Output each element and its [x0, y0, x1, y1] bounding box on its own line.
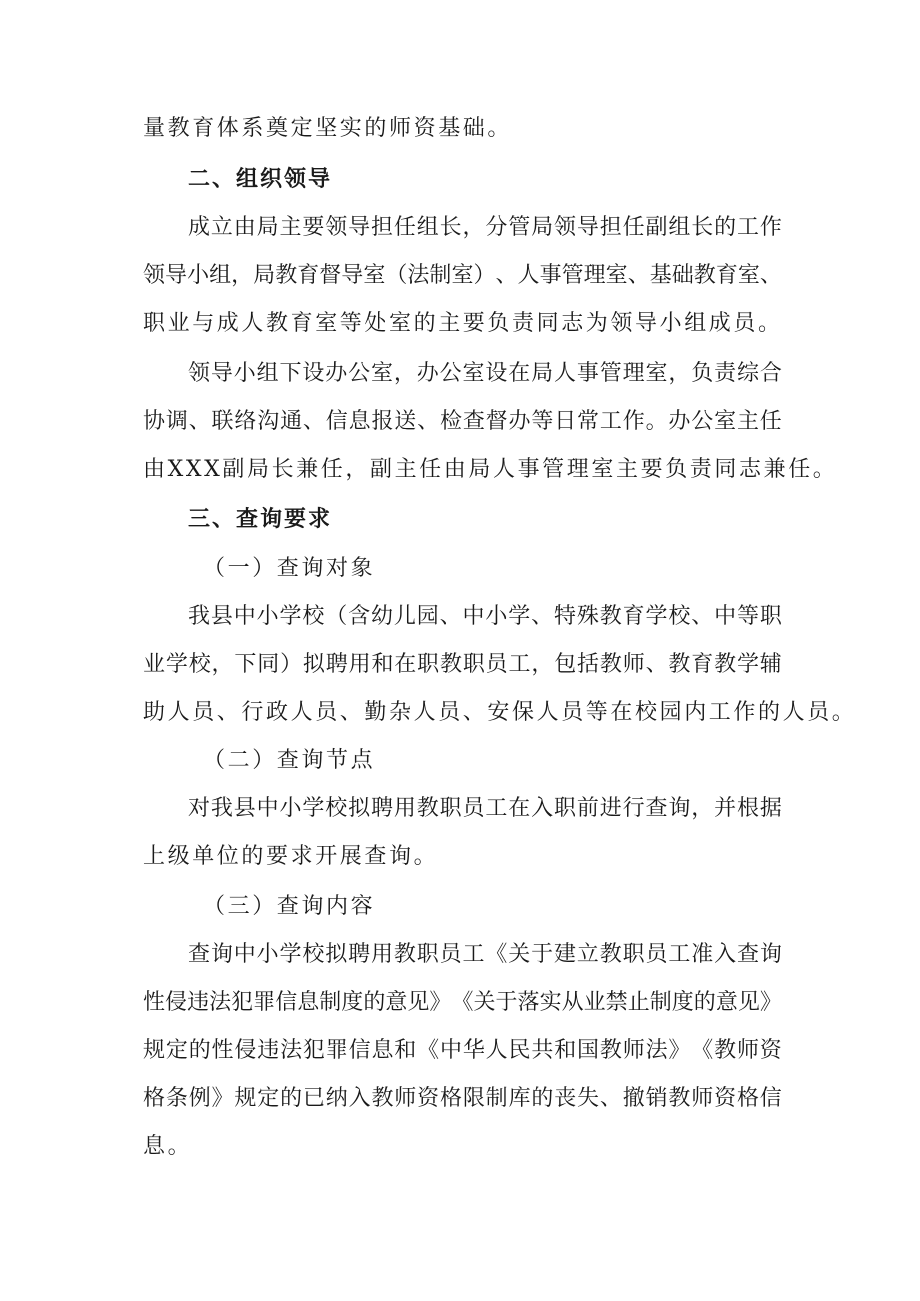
paragraph-line: [143, 406, 782, 438]
justified-text: 规 定 的 性 侵 违 法 犯 罪 信 息 和 《 中 华 人 民 共 和 国 教 师 法 》 《 教 师 资: [143, 1038, 782, 1063]
justified-text: 成 立 由 局 主 要 领 导 担 任 组 长 ， 分 管 局 领 导 担 任 副 组 长 的 工 作: [188, 215, 782, 240]
justified-text: 性 侵 违 法 犯 罪 信 息 制 度 的 意 见 》 《 关 于 落 实 从 业 禁 止 制 度 的 意 见 》: [143, 990, 782, 1015]
paragraph-line: [188, 212, 782, 244]
justified-text: 领 导 小 组 ， 局 教 育 督 导 室 （ 法 制 室 ） 、 人 事 管 理 室 、 基 础 教 育 室 、: [143, 263, 782, 288]
justified-text: 格 条 例 》 规 定 的 已 纳 入 教 师 资 格 限 制 库 的 丧 失 、 撤 销 教 师 资 格 信: [143, 1086, 782, 1111]
paragraph-line: 上级单位的要求开展查询。: [143, 844, 439, 869]
justified-text: 我 县 中 小 学 校 （ 含 幼 儿 园 、 中 小 学 、 特 殊 教 育 学 校 、 中 等 职: [188, 604, 782, 629]
justified-text: 领 导 小 组 下 设 办 公 室 ， 办 公 室 设 在 局 人 事 管 理 室 ， 负 责 综 合: [188, 361, 782, 386]
paragraph-line: 由XXX副局长兼任，副主任由局人事管理室主要负责同志兼任。: [143, 457, 838, 482]
justified-text: 对 我 县 中 小 学 校 拟 聘 用 教 职 员 工 在 入 职 前 进 行 查 询 ， 并 根 据: [188, 796, 782, 821]
paragraph-line: [143, 1083, 782, 1115]
paragraph-line: [188, 601, 782, 633]
paragraph-line: [143, 649, 782, 681]
paragraph-line: 量教育体系奠定坚实的师资基础。: [143, 116, 513, 141]
justified-text: 协 调 、 联 络 沟 通 、 信 息 报 送 、 检 查 督 办 等 日 常 工 作 。 办 公 室 主 任: [143, 409, 782, 434]
paragraph-line: 职业与成人教育室等处室的主要负责同志为领导小组成员。: [143, 311, 783, 336]
subsection-heading-1: （一）查询对象: [203, 556, 376, 581]
paragraph-line: [188, 358, 782, 390]
paragraph-line: 助人员、行政人员、勤杂人员、安保人员等在校园内工作的人员。: [143, 700, 857, 725]
section-heading-2: 二、组织领导: [188, 167, 333, 192]
paragraph-line: [143, 987, 782, 1019]
paragraph-line: [188, 793, 782, 825]
subsection-heading-3: （三）查询内容: [203, 894, 376, 919]
paragraph-line: [143, 1035, 782, 1067]
subsection-heading-2: （二）查询节点: [203, 748, 376, 773]
justified-text: 查 询 中 小 学 校 拟 聘 用 教 职 员 工 《 关 于 建 立 教 职 员 工 准 入 查 询: [188, 942, 782, 967]
paragraph-line: [143, 260, 782, 292]
section-heading-3: 三、查询要求: [188, 507, 333, 532]
justified-text: 业 学 校 ， 下 同 ） 拟 聘 用 和 在 职 教 职 员 工 ， 包 括 教 师 、 教 育 教 学 辅: [143, 652, 782, 677]
paragraph-line: [188, 939, 782, 971]
paragraph-line: 息。: [143, 1134, 193, 1159]
